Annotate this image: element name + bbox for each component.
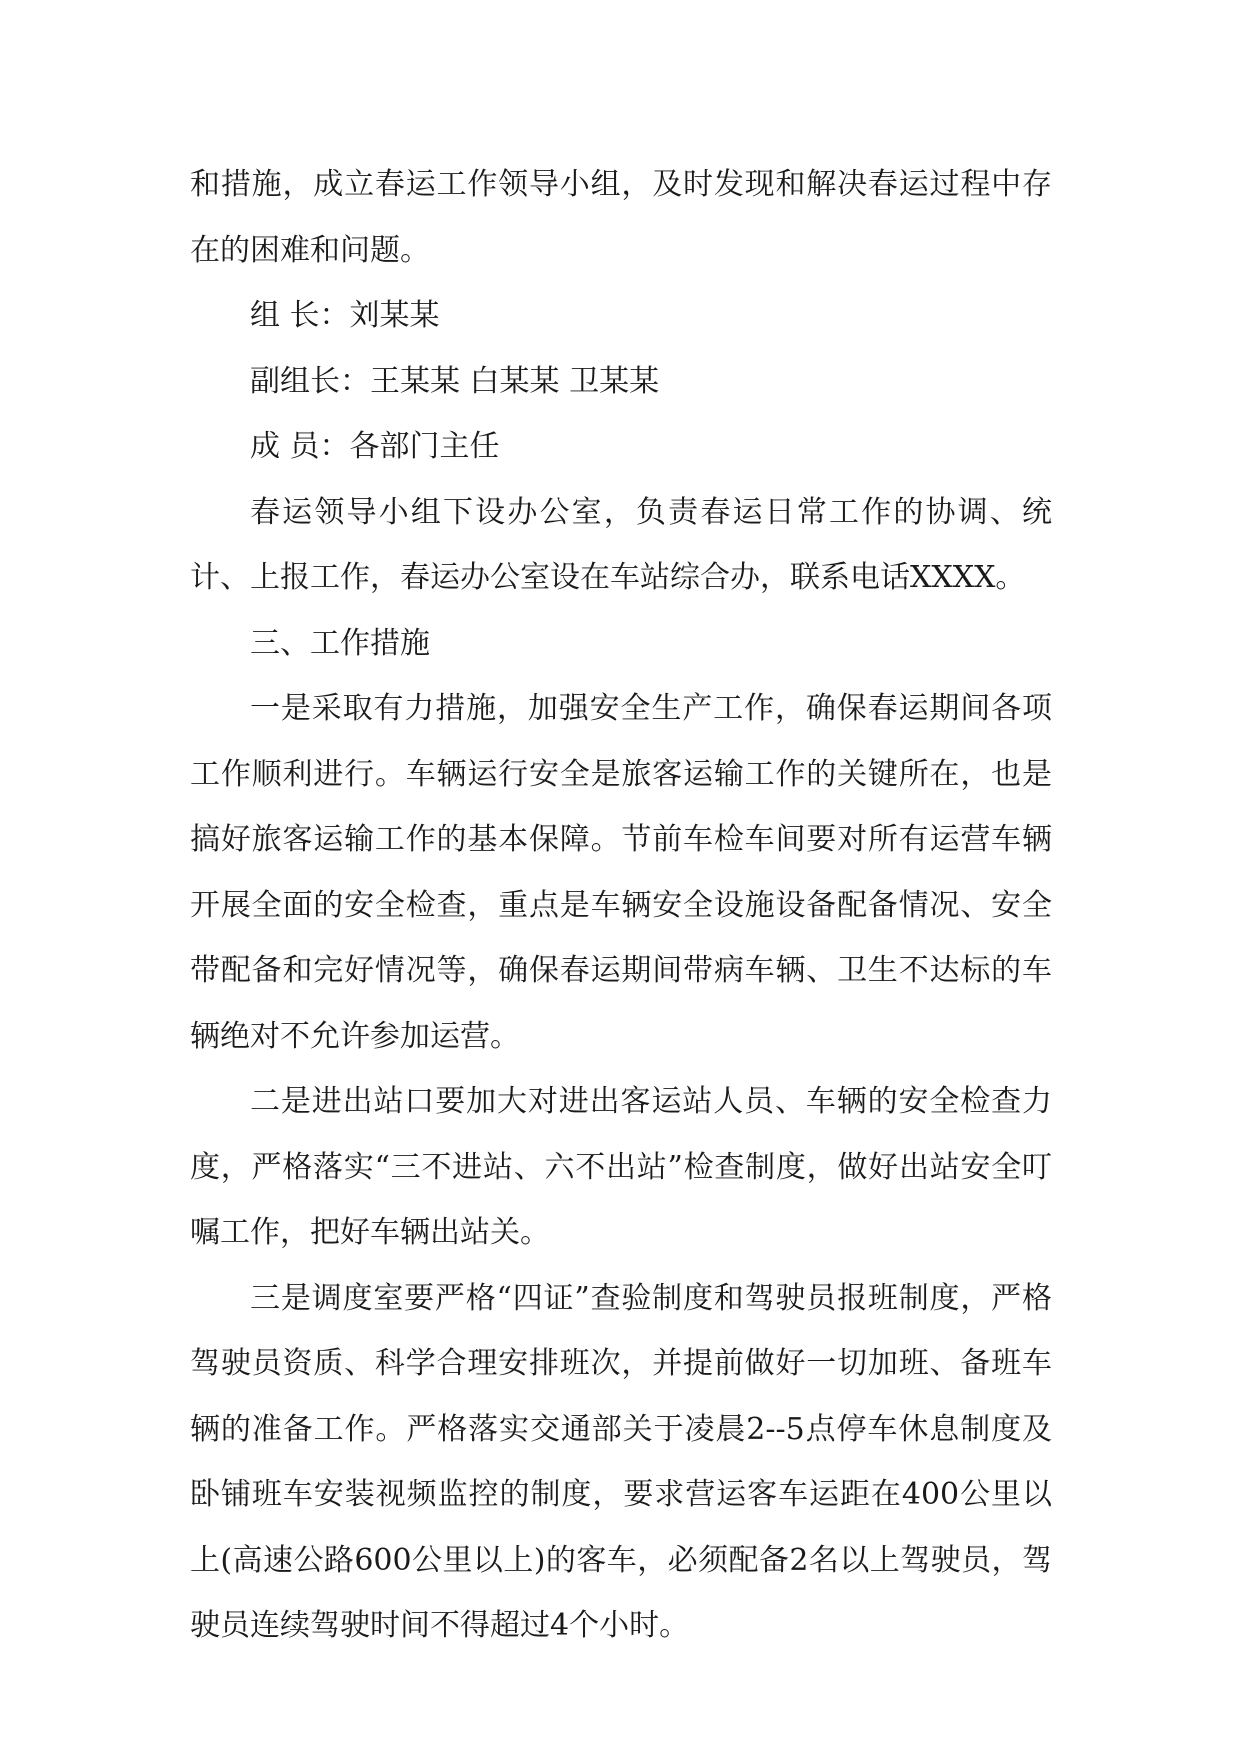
paragraph-office: 春运领导小组下设办公室，负责春运日常工作的协调、统计、上报工作，春运办公室设在车站综合办，联系电话XXXX。	[190, 494, 1052, 595]
paragraph-members: 成 员：各部门主任	[250, 429, 500, 464]
paragraph-continuation: 和措施，成立春运工作领导小组，及时发现和解决春运过程中存在的困难和问题。	[190, 167, 1052, 268]
paragraph-deputy-leaders: 副组长：王某某 白某某 卫某某	[250, 363, 660, 399]
paragraph-measure-one: 一是采取有力措施，加强安全生产工作，确保春运期间各项工作顺利进行。车辆运行安全是旅客运输工作的关键所在，也是搞好旅客运输工作的基本保障。节前车检车间要对所有运营车辆开展全面的安全检查，重点是车辆安全设施设备配备情况、安全带配备和完好情况等，确保春运期间带病车辆、卫生不达标的车辆绝对不允许参加运营。	[190, 691, 1052, 1054]
paragraph-measure-three: 三是调度室要严格“四证”查验制度和驾驶员报班制度，严格驾驶员资质、科学合理安排班次，并提前做好一切加班、备班车辆的准备工作。严格落实交通部关于凌晨2--5点停车休息制度及卧铺班车安装视频监控的制度，要求营运客车运距在400公里以上(高速公路600公里以上)的客车，必须配备2名以上驾驶员，驾驶员连续驾驶时间不得超过4个小时。	[190, 1280, 1052, 1643]
section-heading-work-measures: 三、工作措施	[250, 625, 430, 661]
paragraph-measure-two: 二是进出站口要加大对进出客运站人员、车辆的安全检查力度，严格落实“三不进站、六不出站”检查制度，做好出站安全叮嘱工作，把好车辆出站关。	[190, 1084, 1052, 1250]
paragraph-group-leader: 组 长：刘某某	[250, 298, 440, 333]
document-body	[190, 152, 1052, 1659]
